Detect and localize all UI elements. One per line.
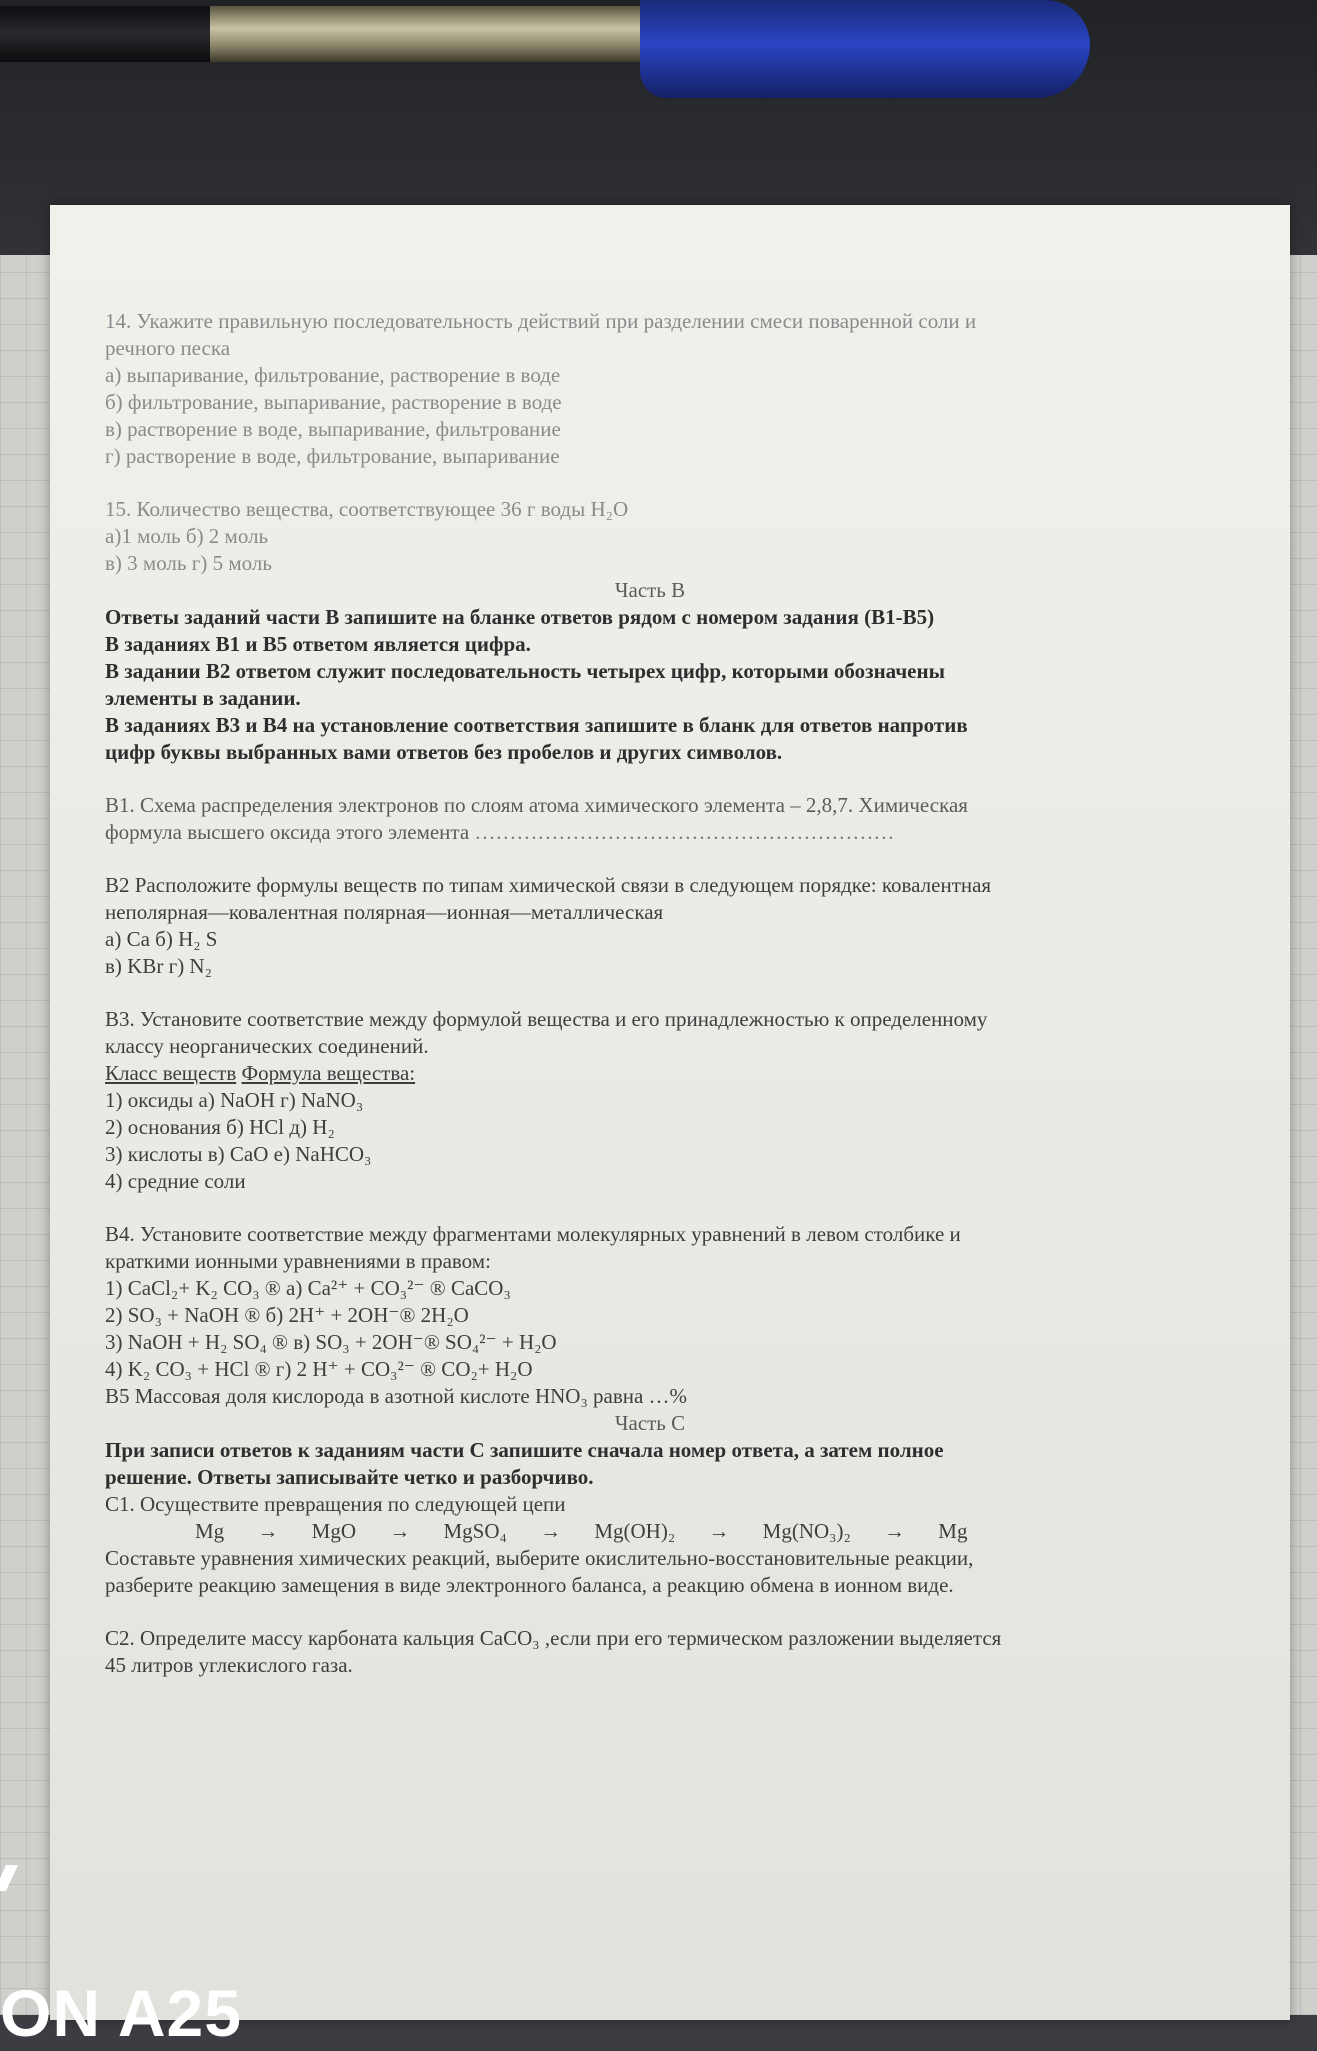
- b4-row-3: 3) NaOH + H₂ SO₄ ® в) SO₃ + 2OH⁻® SO₄²⁻ + H₂O: [105, 1330, 557, 1354]
- q14-option-c: в) растворение в воде, выпаривание, фильтрование: [105, 417, 561, 441]
- question-15: [105, 496, 1195, 577]
- b3-row-3: 3) кислоты в) CaO е) NaHCO₃: [105, 1142, 372, 1166]
- part-b: [105, 577, 1195, 766]
- b2-options-ab: а) Ca б) H₂ S: [105, 927, 218, 951]
- b3-row-4: 4) средние соли: [105, 1169, 246, 1193]
- c1-text-1: С1. Осуществите превращения по следующей цепи: [105, 1492, 566, 1516]
- worksheet-content: [105, 308, 1195, 1679]
- b3-header-formula: Формула вещества:: [241, 1061, 416, 1085]
- camera-watermark: ON A25: [0, 1976, 242, 2050]
- part-c: [105, 1410, 1195, 1491]
- part-b-instruction-3b: элементы в задании.: [105, 686, 301, 710]
- b3-header-class: Класс веществ: [105, 1061, 237, 1085]
- part-b-instruction-4b: цифр буквы выбранных вами ответов без пробелов и других символов.: [105, 740, 783, 764]
- q14-option-a: а) выпаривание, фильтрование, растворение в воде: [105, 363, 561, 387]
- c2-text-2: 45 литров углекислого газа.: [105, 1653, 353, 1677]
- c1-text-3: разберите реакцию замещения в виде электронного баланса, а реакцию обмена в ионном виде.: [105, 1573, 954, 1597]
- b1-answer-dots: ……………………………………………………: [474, 820, 895, 844]
- b2-text-2: неполярная—ковалентная полярная—ионная—металлическая: [105, 900, 664, 924]
- b3-text-2: классу неорганических соединений.: [105, 1034, 429, 1058]
- task-b1: [105, 792, 1195, 846]
- task-b4: [105, 1221, 1195, 1383]
- q14-option-b: б) фильтрование, выпаривание, растворение в воде: [105, 390, 562, 414]
- part-b-instruction-4a: В заданиях В3 и В4 на установление соответствия запишите в бланк для ответов напротив: [105, 713, 968, 737]
- q15-options-ab: а)1 моль б) 2 моль: [105, 524, 269, 548]
- c2-text-1: С2. Определите массу карбоната кальция CaCO₃ ,если при его термическом разложении выделяется: [105, 1626, 1002, 1650]
- task-b3: [105, 1006, 1195, 1195]
- part-c-instruction-2: решение. Ответы записывайте четко и разборчиво.: [105, 1465, 594, 1489]
- b3-row-1: 1) оксиды а) NaOH г) NaNO₃: [105, 1088, 364, 1112]
- b4-text-2: краткими ионными уравнениями в правом:: [105, 1249, 491, 1273]
- task-b2: [105, 872, 1195, 980]
- q15-text: 15. Количество вещества, соответствующее 36 г воды H₂O: [105, 497, 629, 521]
- pen-cap: [640, 0, 1090, 98]
- b4-row-4: 4) K₂ CO₃ + HCl ® г) 2 H⁺ + CO₃²⁻ ® CO₂+ H₂O: [105, 1357, 533, 1381]
- b3-row-2: 2) основания б) HCl д) H₂: [105, 1115, 335, 1139]
- task-c2: [105, 1625, 1195, 1679]
- pen-photo: [0, 0, 1090, 100]
- b4-row-1: 1) CaCl₂+ K₂ CO₃ ® а) Ca²⁺ + CO₃²⁻ ® CaCO₃: [105, 1276, 511, 1300]
- pen-end: [0, 6, 210, 62]
- task-b5: В5 Массовая доля кислорода в азотной кислоте HNO₃ равна …%: [105, 1384, 688, 1408]
- part-c-title: Часть С: [614, 1411, 686, 1435]
- q15-options-cd: в) 3 моль г) 5 моль: [105, 551, 272, 575]
- b4-row-2: 2) SO₃ + NaOH ® б) 2H⁺ + 2OH⁻® 2H₂O: [105, 1303, 469, 1327]
- part-b-instruction-2: В заданиях В1 и В5 ответом является цифра.: [105, 632, 531, 656]
- b4-text-1: В4. Установите соответствие между фрагментами молекулярных уравнений в левом столбике и: [105, 1222, 961, 1246]
- q14-text-1: 14. Укажите правильную последовательность действий при разделении смеси поваренной соли и: [105, 309, 977, 333]
- part-b-title: Часть В: [614, 578, 686, 602]
- c1-chain: Mg → MgO → MgSO₄ → Mg(OH)₂ → Mg(NO₃)₂ → Mg: [195, 1519, 968, 1543]
- b2-options-cd: в) KBr г) N₂: [105, 954, 212, 978]
- q14-text-2: речного песка: [105, 336, 231, 360]
- part-b-instruction-3a: В задании В2 ответом служит последовательность четырех цифр, которыми обозначены: [105, 659, 945, 683]
- q14-option-d: г) растворение в воде, фильтрование, выпаривание: [105, 444, 560, 468]
- c1-text-2: Составьте уравнения химических реакций, выберите окислительно-восстановительные реакции,: [105, 1546, 974, 1570]
- b1-text-2: формула высшего оксида этого элемента: [105, 820, 470, 844]
- task-c1: [105, 1491, 1195, 1599]
- part-b-instruction-1: Ответы заданий части В запишите на бланке ответов рядом с номером задания (В1-В5): [105, 605, 935, 629]
- b2-text-1: В2 Расположите формулы веществ по типам химической связи в следующем порядке: ковалентная: [105, 873, 992, 897]
- question-14: [105, 308, 1195, 470]
- b1-text-1: В1. Схема распределения электронов по слоям атома химического элемента – 2,8,7. Химическая: [105, 793, 968, 817]
- part-c-instruction-1: При записи ответов к заданиям части С запишите сначала номер ответа, а затем полное: [105, 1438, 944, 1462]
- b3-text-1: В3. Установите соответствие между формулой вещества и его принадлежностью к определенному: [105, 1007, 988, 1031]
